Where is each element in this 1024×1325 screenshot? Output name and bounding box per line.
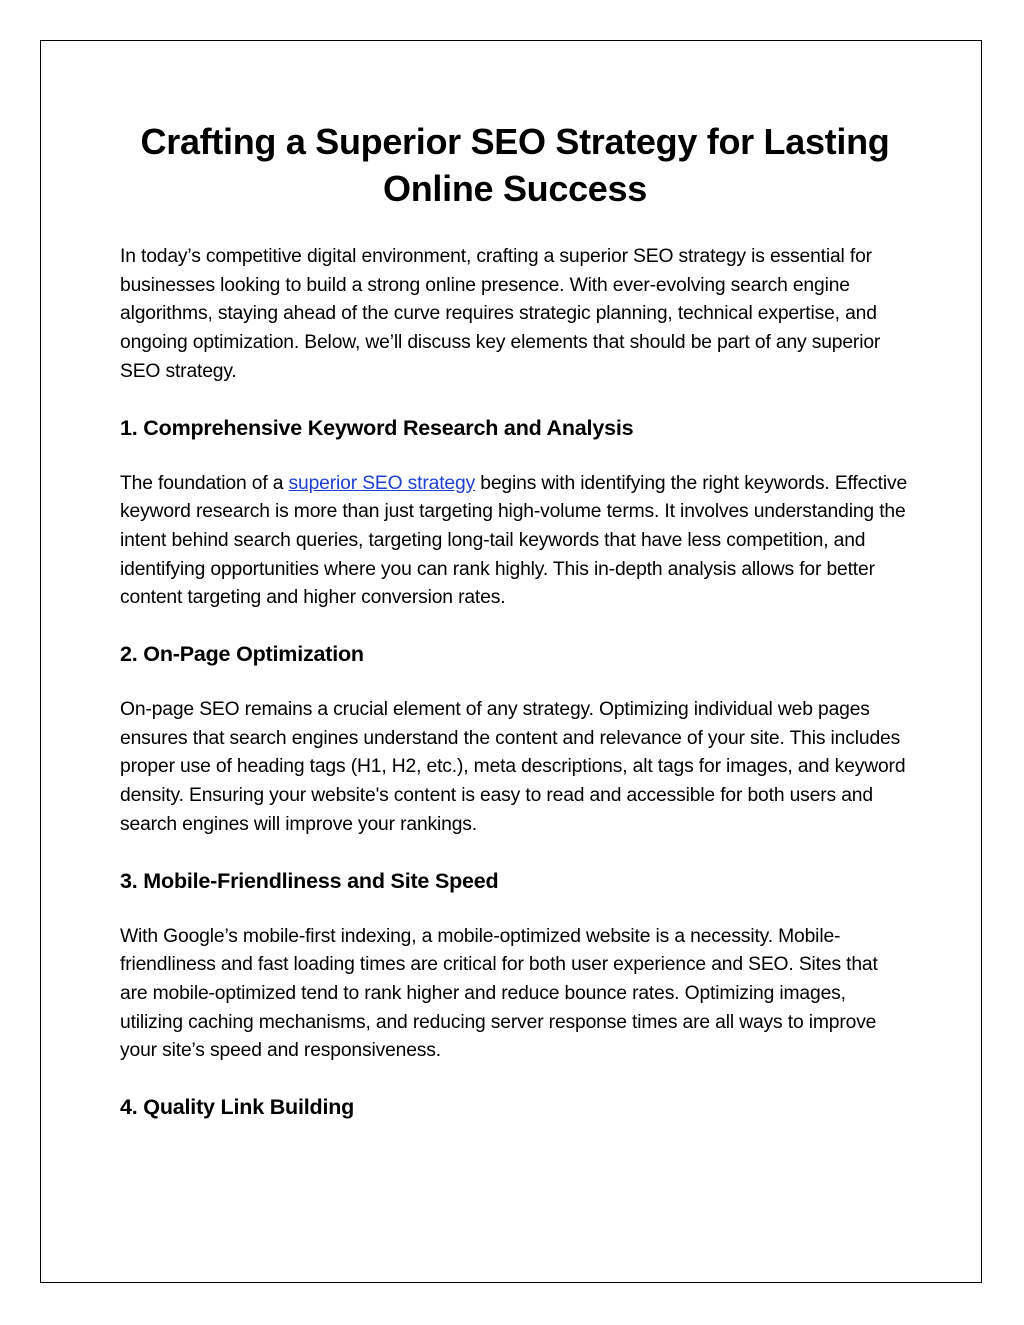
section-heading-on-page: 2. On-Page Optimization [120, 642, 364, 667]
document-body [120, 118, 910, 1149]
document-title: Crafting a Superior SEO Strategy for Lasting Online Success [140, 121, 890, 209]
text-after-link: begins with identifying the right keywords. Effective keyword research is more than just targeting high-volume terms. It involves understanding the intent behind search queries, targeting long-tail keywords that have less competition, and identifying opportunities where you can rank highly. This in-depth analysis allows for better content targeting and higher conversion rates. [120, 472, 908, 609]
section-body-keyword-research [120, 470, 910, 614]
text-before-link: The foundation of a [120, 472, 289, 494]
superior-seo-strategy-link[interactable]: superior SEO strategy [288, 472, 476, 494]
intro-paragraph: In today’s competitive digital environment, crafting a superior SEO strategy is essential for businesses looking to build a strong online presence. With ever-evolving search engine algorithms, staying ahead of the curve requires strategic planning, technical expertise, and ongoing optimization. Below, we’ll discuss key elements that should be part of any superior SEO strategy. [120, 246, 881, 382]
section-heading-mobile-speed: 3. Mobile-Friendliness and Site Speed [120, 868, 499, 893]
section-body-mobile-speed: With Google’s mobile-first indexing, a mobile-optimized website is a necessity. Mobile-friendliness and fast loading times are critical for both user experience and SEO. Sites that are mobile-optimized tend to rank higher and reduce bounce rates. Optimizing images, utilizing caching mechanisms, and reducing server response times are all ways to improve your site’s speed and responsiveness. [120, 925, 878, 1062]
section-heading-link-building: 4. Quality Link Building [120, 1095, 355, 1120]
section-heading-keyword-research: 1. Comprehensive Keyword Research and Analysis [120, 415, 634, 440]
section-body-on-page: On-page SEO remains a crucial element of any strategy. Optimizing individual web pages ensures that search engines understand the content and relevance of your site. This includes proper use of heading tags (H1, H2, etc.), meta descriptions, alt tags for images, and keyword density. Ensuring your website's content is easy to read and accessible for both users and search engines will improve your rankings. [120, 699, 906, 835]
